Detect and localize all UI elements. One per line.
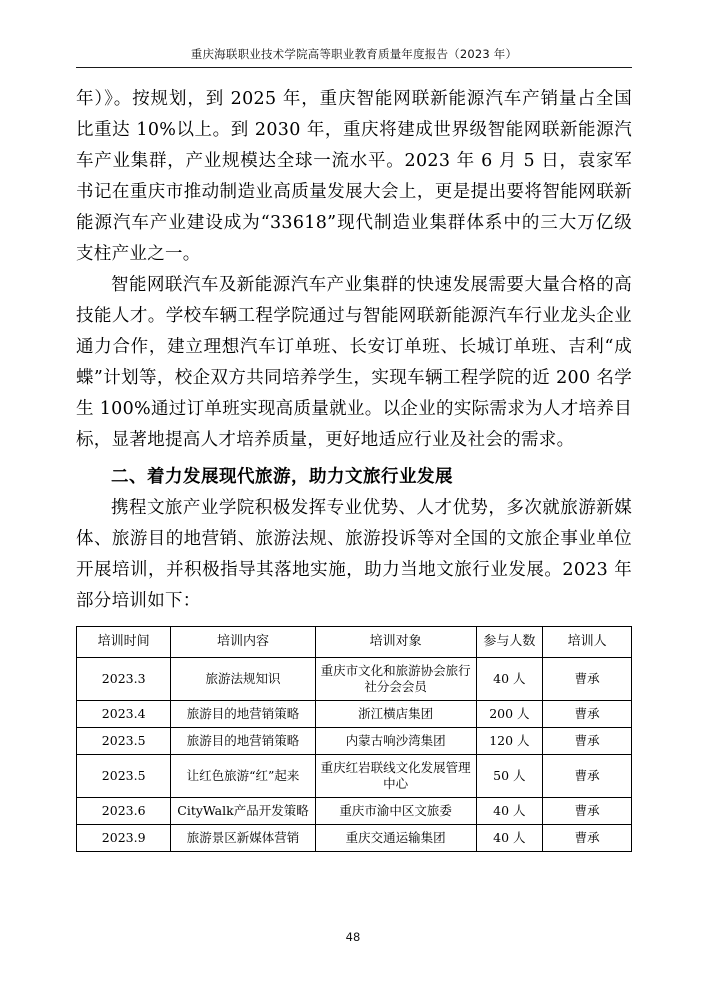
table-row	[77, 798, 632, 825]
paragraph-2: 智能网联汽车及新能源汽车产业集群的快速发展需要大量合格的高技能人才。学校车辆工程学院通过与智能网联新能源汽车行业龙头企业通力合作，建立理想汽车订单班、长安订单班、长城订单班、吉利“成蝶”计划等，校企双方共同培养学生，实现车辆工程学院的近 200 名学生 100%通过订单班实现高质量就业。以企业的实际需求为人才培养目标，显著地提高人才培养质量，更好地适应行业及社会的需求。	[76, 275, 632, 450]
paragraph-3: 携程文旅产业学院积极发挥专业优势、人才优势，多次就旅游新媒体、旅游目的地营销、旅游法规、旅游投诉等对全国的文旅企事业单位开展培训，并积极指导其落地实施，助力当地文旅行业发展。2023 年部分培训如下：	[76, 498, 632, 611]
cell-trainer: 曹承	[543, 701, 632, 728]
table-row	[77, 658, 632, 701]
training-table	[76, 626, 632, 852]
cell-time: 2023.3	[77, 658, 171, 701]
column-header-time: 培训时间	[77, 627, 171, 658]
cell-participants: 40 人	[476, 825, 543, 852]
cell-time: 2023.5	[77, 755, 171, 798]
cell-participants: 120 人	[476, 728, 543, 755]
cell-target: 浙江横店集团	[315, 701, 476, 728]
column-header-trainer: 培训人	[543, 627, 632, 658]
cell-time: 2023.5	[77, 728, 171, 755]
cell-participants: 40 人	[476, 658, 543, 701]
cell-target: 重庆交通运输集团	[315, 825, 476, 852]
cell-time: 2023.6	[77, 798, 171, 825]
column-header-content: 培训内容	[171, 627, 315, 658]
cell-trainer: 曹承	[543, 825, 632, 852]
column-header-participants: 参与人数	[476, 627, 543, 658]
cell-time: 2023.9	[77, 825, 171, 852]
cell-content: 旅游目的地营销策略	[171, 701, 315, 728]
cell-time: 2023.4	[77, 701, 171, 728]
table-row	[77, 825, 632, 852]
cell-participants: 200 人	[476, 701, 543, 728]
cell-participants: 40 人	[476, 798, 543, 825]
cell-trainer: 曹承	[543, 728, 632, 755]
cell-content: 让红色旅游“红”起来	[171, 755, 315, 798]
table-row	[77, 728, 632, 755]
page-number: 48	[345, 930, 361, 944]
table-row	[77, 755, 632, 798]
header-divider	[76, 67, 632, 68]
column-header-target: 培训对象	[315, 627, 476, 658]
cell-participants: 50 人	[476, 755, 543, 798]
cell-target: 重庆市渝中区文旅委	[315, 798, 476, 825]
cell-target: 重庆红岩联线文化发展管理中心	[315, 755, 476, 798]
cell-content: 旅游法规知识	[171, 658, 315, 701]
header-title: 重庆海联职业技术学院高等职业教育质量年度报告（2023 年）	[190, 47, 518, 61]
paragraph-1: 年）》。按规划，到 2025 年，重庆智能网联新能源汽车产销量占全国比重达 10%以上。到 2030 年，重庆将建成世界级智能网联新能源汽车产业集群，产业规模达全球一流水平。2023 年 6 月 5 日，袁家军书记在重庆市推动制造业高质量发展大会上，更是提出要将智能网联新能源汽车产业建设成为“33618”现代制造业集群体系中的三大万亿级支柱产业之一。	[76, 89, 632, 264]
cell-target: 重庆市文化和旅游协会旅行社分会会员	[315, 658, 476, 701]
page-header	[76, 0, 632, 68]
cell-trainer: 曹承	[543, 658, 632, 701]
cell-content: 旅游目的地营销策略	[171, 728, 315, 755]
section-heading-2: 二、着力发展现代旅游，助力文旅行业发展	[111, 467, 453, 487]
page-content	[76, 0, 632, 1000]
table-header-row	[77, 627, 632, 658]
cell-content: 旅游景区新媒体营销	[171, 825, 315, 852]
cell-content: CityWalk产品开发策略	[171, 798, 315, 825]
cell-trainer: 曹承	[543, 798, 632, 825]
table-row	[77, 701, 632, 728]
body-text	[76, 84, 632, 617]
cell-trainer: 曹承	[543, 755, 632, 798]
cell-target: 内蒙古响沙湾集团	[315, 728, 476, 755]
